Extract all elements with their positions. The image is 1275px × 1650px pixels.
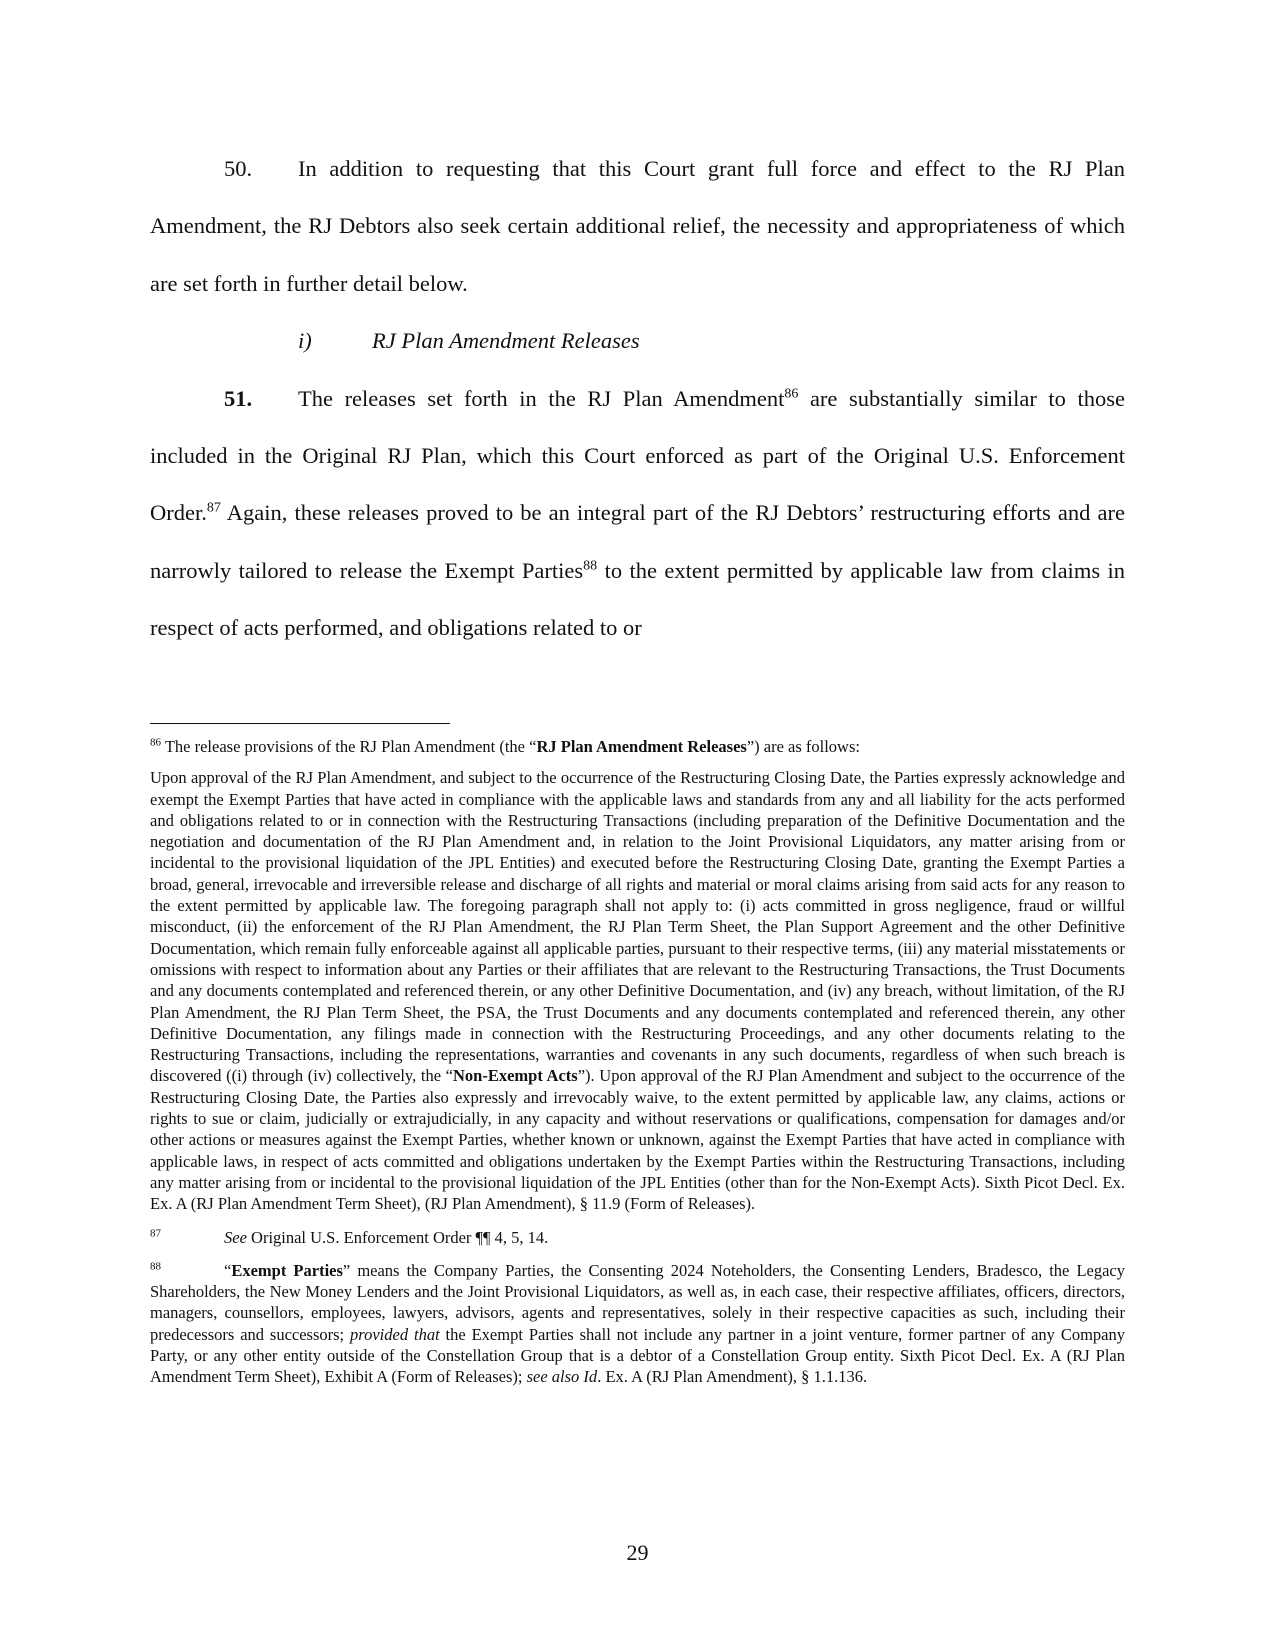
footnote-text: ” means the Company Parties, the Consenting 2024 Noteholders, the Consenting Lenders, Bradesco, the Legacy Shareholders, the New Money Lenders and the Joint Provisional Liquidators, as well as, in each case, their respective affiliates, officers, directors, managers, counsellors, employees, lawyers, advisors, agents and representatives, solely in their respective capacities as such, including their predecessors and successors; bbox=[150, 1260, 1125, 1344]
paragraph-text: The releases set forth in the RJ Plan Amendment bbox=[298, 385, 785, 411]
footnote-mark: 88 bbox=[150, 1260, 161, 1273]
footnote-mark: 86 bbox=[150, 736, 161, 749]
footnote-ref-87[interactable]: 87 bbox=[206, 500, 221, 516]
signal-word: See bbox=[224, 1227, 247, 1247]
footnote-text: ”). Upon approval of the RJ Plan Amendment and subject to the occurrence of the Restructuring Closing Date, the Parties also expressly and irrevocably waive, to the extent permitted by applicable law, any claims, actions or rights to sue or claim, judicially or extrajudicially, in any capacity and without reservations or qualifications, compensation for damages and/or other actions or measures against the Exempt Parties, whether known or unknown, against the Exempt Parties that have acted in compliance with applicable laws, in respect of acts committed and obligations undertaken by the Exempt Parties within the Restructuring Transactions, including any matter arising from or incidental to the provisional liquidation of the JPL Entities (other than for the Non-Exempt Acts). Sixth Picot Decl. Ex. Ex. A (RJ Plan Amendment Term Sheet), (RJ Plan Amendment), § 11.9 (Form of Releases). bbox=[150, 1066, 1126, 1214]
defined-term: Exempt Parties bbox=[231, 1260, 343, 1280]
footnote-mark: 87 bbox=[150, 1227, 161, 1240]
footnote-ref-86[interactable]: 86 bbox=[784, 386, 799, 402]
footnote-88 bbox=[150, 1260, 1125, 1388]
paragraph-number: 50. bbox=[224, 156, 253, 181]
heading-number: i) bbox=[298, 328, 312, 354]
main-text bbox=[150, 140, 1125, 657]
paragraph-text: In addition to requesting that this Court grant full force and effect to the RJ Plan Amendment, the RJ Debtors also seek certain additional relief, the necessity and appropriateness of which are set forth in further detail below. bbox=[150, 156, 1125, 296]
footnotes bbox=[150, 736, 1125, 1388]
footnote-86 bbox=[150, 736, 1125, 757]
italic-text: provided that bbox=[350, 1324, 440, 1344]
paragraph-text: Again, these releases proved to be an integral part of the RJ Debtors’ restructuring efforts and are narrowly tailored to release the Exempt Parties bbox=[150, 500, 1125, 583]
footnote-ref-88[interactable]: 88 bbox=[583, 558, 598, 574]
footnote-separator bbox=[150, 723, 450, 724]
footnote-text: “ bbox=[224, 1260, 232, 1280]
footnote-text: ”) are as follows: bbox=[746, 737, 860, 756]
footnote-text: Upon approval of the RJ Plan Amendment, and subject to the occurrence of the Restructuring Closing Date, the Parties expressly acknowledge and exempt the Exempt Parties that have acted in compliance with the applicable laws and standards from any and all liability for the acts performed and obligations related to or in connection with the Restructuring Transactions (including preparation of the Definitive Documentation and the negotiation and documentation of the RJ Plan Amendment and, in relation to the Joint Provisional Liquidators, any matter arising from or incidental to the provisional liquidation of the JPL Entities) and executed before the Restructuring Closing Date, granting the Exempt Parties a broad, general, irrevocable and irreversible release and discharge of all rights and material or moral claims arising from said acts for any reason to the extent permitted by applicable law. The foregoing paragraph shall not apply to: (i) acts committed in gross negligence, fraud or willful misconduct, (ii) the enforcement of the RJ Plan Amendment, the RJ Plan Term Sheet, the Plan Support Agreement and the other Definitive Documentation, which remain fully enforceable against all applicable parties, pursuant to their respective terms, (iii) any material misstatements or omissions with respect to information about any Parties or their affiliates that are relevant to the Restructuring Transactions, the Trust Documents and any documents contemplated and referenced therein, or any other Definitive Documentation, and (iv) any breach, without limitation, of the RJ Plan Amendment, the RJ Plan Term Sheet, the PSA, the Trust Documents and any documents contemplated and referenced therein, any other Definitive Documentation, any filings made in connection with the Restructuring Proceedings, and any other documents relating to the Restructuring Transactions, including the representations, warranties and covenants in any such documents, regardless of when such breach is discovered ((i) through (iv) collectively, the “ bbox=[150, 768, 1125, 1086]
footnote-87 bbox=[150, 1227, 1125, 1248]
italic-text: see also Id bbox=[526, 1367, 598, 1387]
footnote-text: the Exempt Parties shall not include any partner in a joint venture, former partner of any Company Party, or any other entity outside of the Constellation Group that is a debtor of a Constellation Group entity. Sixth Picot Decl. Ex. A (RJ Plan Amendment Term Sheet), Exhibit A (Form of Releases); bbox=[150, 1324, 1125, 1387]
section-heading bbox=[150, 312, 1125, 369]
footnote-text: . Ex. A (RJ Plan Amendment), § 1.1.136. bbox=[597, 1367, 868, 1387]
footnote-mark-wrap bbox=[150, 1227, 224, 1248]
defined-term: RJ Plan Amendment Releases bbox=[536, 737, 747, 756]
footnote-mark-wrap bbox=[150, 1260, 224, 1281]
footnote-86-quote bbox=[150, 767, 1125, 1214]
footnote-text: Original U.S. Enforcement Order ¶¶ 4, 5, 14. bbox=[246, 1227, 549, 1247]
paragraph-51 bbox=[150, 370, 1125, 657]
paragraph-text: to the extent permitted by applicable law from claims in respect of acts performed, and obligations related to or bbox=[150, 557, 1125, 641]
paragraph-50 bbox=[150, 140, 1125, 312]
paragraph-number: 51. bbox=[224, 385, 253, 411]
footnote-text: The release provisions of the RJ Plan Amendment (the “ bbox=[161, 737, 537, 756]
page-number: 29 bbox=[626, 1540, 649, 1565]
paragraph-text: are substantially similar to those included in the Original RJ Plan, which this Court enforced as part of the Original U.S. Enforcement Order. bbox=[150, 385, 1125, 526]
heading-text: RJ Plan Amendment Releases bbox=[372, 328, 640, 354]
defined-term: Non-Exempt Acts bbox=[452, 1066, 578, 1086]
